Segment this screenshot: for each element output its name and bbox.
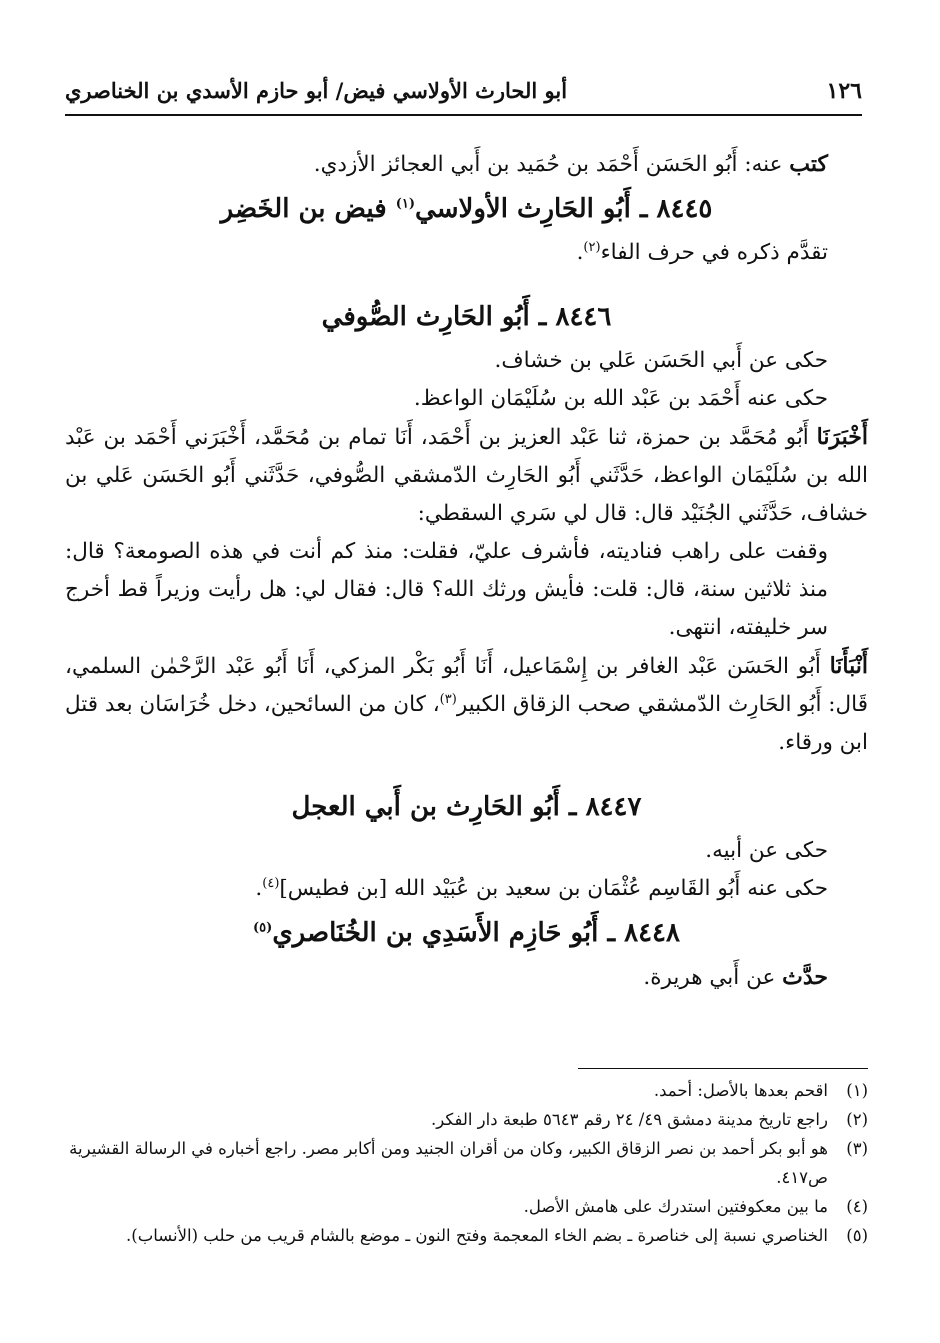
paragraph: [65, 145, 868, 184]
paragraph-text: تقدَّم ذكره في حرف الفاء: [600, 240, 828, 265]
footnote-text: ما بين معكوفتين استدرك على هامش الأصل.: [523, 1197, 828, 1216]
footnote: [62, 1076, 868, 1105]
footnote-text: اقحم بعدها بالأصل: أحمد.: [653, 1081, 828, 1100]
paragraph: حكى عن أَبي الحَسَن عَلي بن خشاف.: [494, 348, 828, 373]
footnote-text: الخناصري نسبة إلى خناصرة ـ بضم الخاء المعجمة وفتح النون ـ موضع بالشام قريب من حلب (الأنساب).: [126, 1226, 828, 1245]
entry-heading-8448: [65, 908, 868, 958]
footnote-number: (٥): [846, 1226, 868, 1245]
footnote: [62, 1134, 868, 1192]
entry-heading-8445: [65, 184, 868, 234]
running-title: أبو الحارث الأولاسي فيض/ أبو حازم الأسدي بن الخناصري: [65, 78, 568, 103]
lead-word: حدَّث: [782, 964, 828, 990]
running-header: [65, 72, 862, 116]
lead-word: أَخْبَرَنَا: [816, 424, 868, 450]
footnotes: [62, 1076, 868, 1250]
paragraph-text: حكى عنه أَبُو القَاسِم عُثْمَان بن سعيد بن عُبَيْد الله [بن فطيس]: [279, 876, 828, 901]
footnote-number: (٤): [846, 1197, 868, 1216]
footnote-number: (١): [846, 1081, 868, 1100]
footnote: [62, 1105, 868, 1134]
paragraph-text: .: [576, 240, 584, 265]
footnote-number: (٣): [846, 1139, 868, 1158]
lead-word: كتب: [789, 151, 828, 177]
paragraph: [65, 647, 868, 762]
paragraph: [65, 870, 868, 908]
page-number: ١٢٦: [826, 78, 862, 104]
entry-heading-8447: ٨٤٤٧ ـ أَبُو الحَارِث بن أَبي العجل: [291, 792, 642, 822]
paragraph-text: عن أَبي هريرة.: [643, 965, 783, 990]
paragraph-text: عنه: أَبُو الحَسَن أَحْمَد بن حُمَيد بن أَبي العجائز الأزدي.: [313, 152, 790, 177]
footnote-divider: [578, 1068, 868, 1069]
footnote: [62, 1221, 868, 1250]
lead-word: أَنْبَأَنَا: [829, 653, 868, 679]
footnote-text: راجع تاريخ مدينة دمشق ٤٩/ ٢٤ رقم ٥٦٤٣ طبعة دار الفكر.: [431, 1110, 828, 1129]
footnote-number: (٢): [846, 1110, 868, 1129]
footnote: [62, 1192, 868, 1221]
paragraph-text: .: [255, 876, 263, 901]
paragraph-text: أَبُو مُحَمَّد بن حمزة، ثنا عَبْد العزيز بن أَحْمَد، أَنَا تمام بن مُحَمَّد، أَخْبَرَني أَحْمَد بن عَبْد الله بن سُلَيْمَان الواعظ، حَدَّثَني أَبُو الحَارِث الدّمشقي الصُّوفي، حَدَّثَني أَبُو الحَسَن عَلي بن خشاف، حَدَّثَني الجُنَيْد قال: قال لي سَري السقطي:: [65, 425, 868, 526]
main-text: [65, 145, 868, 997]
paragraph-text: ، كان من السائحين، دخل خُرَاسَان بعد قتل ابن ورقاء.: [65, 692, 868, 755]
footnote-ref[interactable]: (١): [395, 196, 416, 212]
heading-text: ٨٤٤٨ ـ أَبُو حَازِم الأَسَدِي بن الخُنَاصري: [272, 918, 680, 948]
footnote-ref[interactable]: (٢): [583, 239, 601, 255]
footnote-text: هو أبو بكر أحمد بن نصر الزقاق الكبير، وكان من أقران الجنيد ومن أكابر مصر. راجع أخباره في الرسالة القشيرية ص٤١٧.: [69, 1139, 828, 1187]
paragraph: [65, 234, 868, 272]
paragraph: [65, 418, 868, 533]
paragraph: [65, 958, 868, 997]
heading-text: فيض بن الخَضِر: [220, 194, 396, 224]
entry-heading-8446: ٨٤٤٦ ـ أَبُو الحَارِث الصُّوفي: [321, 302, 612, 332]
footnote-ref[interactable]: (٥): [253, 920, 273, 936]
paragraph-text: أَبُو الحَسَن عَبْد الغافر بن إِسْمَاعيل، أَنَا أَبُو بَكْر المزكي، أَنَا أَبُو عَبْد الرَّحْمٰن السلمي، قَال: أَبُو الحَارِث الدّمشقي صحب الزقاق الكبير: [65, 654, 868, 717]
footnote-ref[interactable]: (٣): [439, 691, 457, 707]
paragraph: حكى عن أبيه.: [705, 838, 828, 863]
footnote-ref[interactable]: (٤): [262, 875, 280, 891]
paragraph: حكى عنه أَحْمَد بن عَبْد الله بن سُلَيْمَان الواعظ.: [413, 386, 828, 411]
heading-text: ٨٤٤٥ ـ أَبُو الحَارِث الأولاسي: [415, 194, 713, 224]
paragraph: وقفت على راهب فناديته، فأشرف عليّ، فقلت: منذ كم أنت في هذه الصومعة؟ قال: منذ ثلاثين سنة، قال: قلت: فأيش ورثك الله؟ قال: فقال لي: هل رأيت وزيراً قط أخرج سر خليفته، انتهى.: [65, 539, 828, 640]
